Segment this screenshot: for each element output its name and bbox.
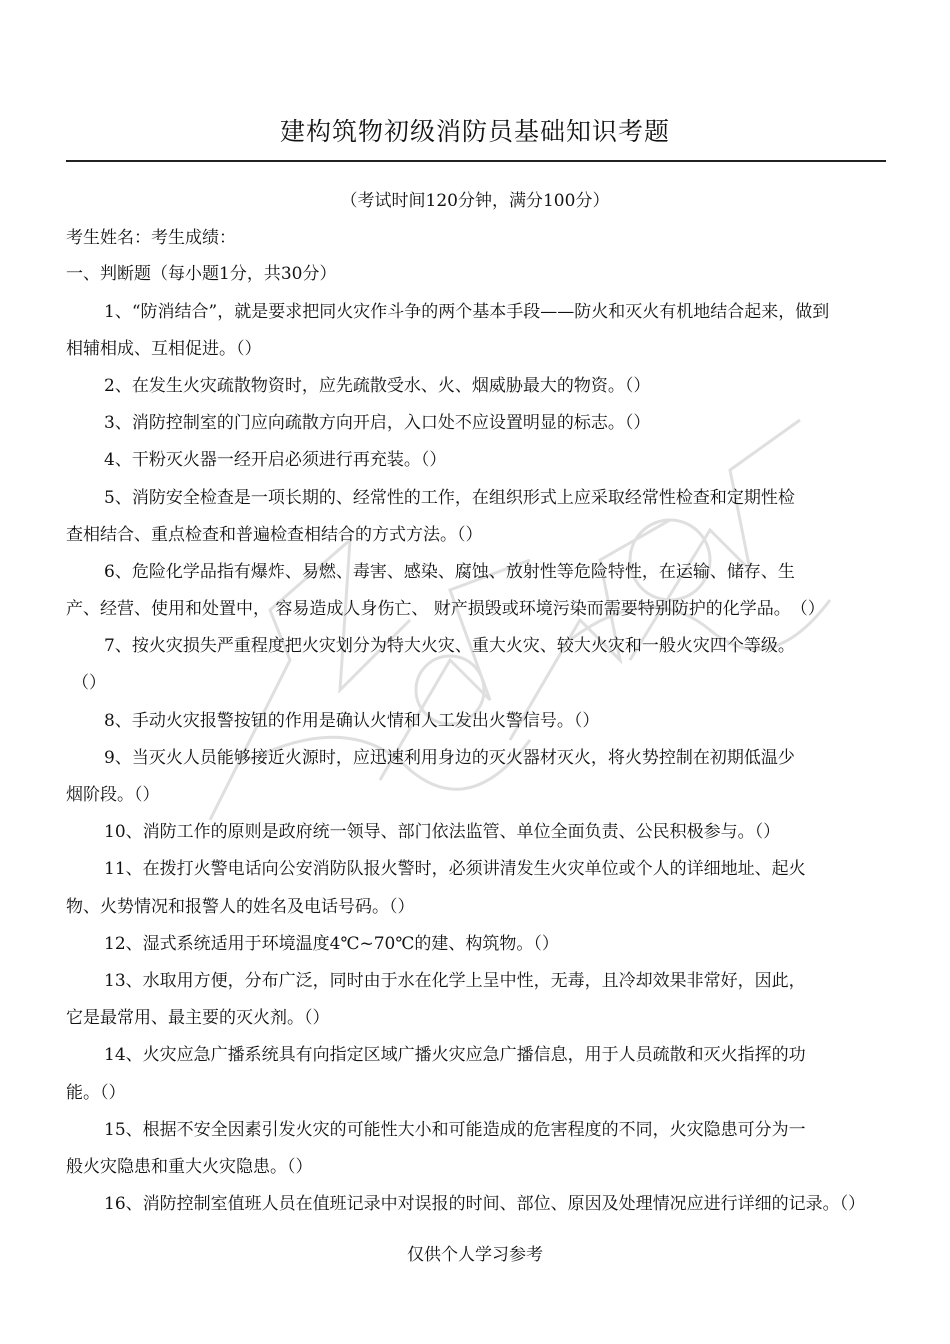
question-line: 10、消防工作的原则是政府统一领导、部门依法监管、单位全面负责、公民积极参与。（） xyxy=(104,822,781,842)
exam-info: （考试时间120分钟，满分100分） xyxy=(340,191,610,211)
question-line: （） xyxy=(72,673,106,693)
question-line: 2、在发生火灾疏散物资时，应先疏散受水、火、烟威胁最大的物资。（） xyxy=(104,376,651,396)
question-line: 8、手动火灾报警按钮的作用是确认火情和人工发出火警信号。（） xyxy=(104,711,600,731)
question-line: 它是最常用、最主要的灭火剂。（） xyxy=(66,1008,330,1028)
question-line: 11、在拨打火警电话向公安消防队报火警时，必须讲清发生火灾单位或个人的详细地址、起火 xyxy=(104,859,806,879)
question-line: 12、湿式系统适用于环境温度4℃~70℃的建、构筑物。（） xyxy=(104,934,559,954)
question-line: 15、根据不安全因素引发火灾的可能性大小和可能造成的危害程度的不同，火灾隐患可分为一 xyxy=(104,1120,806,1140)
question-line: 产、经营、使用和处置中， 容易造成人身伤亡、 财产损毁或环境污染而需要特别防护的化学品。 （） xyxy=(66,599,825,619)
question-line: 14、火灾应急广播系统具有向指定区域广播火灾应急广播信息，用于人员疏散和灭火指挥的功 xyxy=(104,1045,806,1065)
section-heading: 一、判断题（每小题1分，共30分） xyxy=(66,264,337,284)
title-divider xyxy=(66,160,886,162)
question-line: 1、“防消结合”，就是要求把同火灾作斗争的两个基本手段——防火和灭火有机地结合起来，做到 xyxy=(104,302,830,322)
question-line: 4、干粉灭火器一经开启必须进行再充装。（） xyxy=(104,450,447,470)
question-line: 16、消防控制室值班人员在值班记录中对误报的时间、部位、原因及处理情况应进行详细的记录。（） xyxy=(104,1194,866,1214)
question-line: 9、当灭火人员能够接近火源时，应迅速利用身边的灭火器材灭火，将火势控制在初期低温少 xyxy=(104,748,795,768)
question-line: 能。（） xyxy=(66,1083,126,1103)
question-line: 6、危险化学品指有爆炸、易燃、毒害、感染、腐蚀、放射性等危险特性，在运输、储存、生 xyxy=(104,562,795,582)
question-line: 5、消防安全检查是一项长期的、经常性的工作，在组织形式上应采取经常性检查和定期性检 xyxy=(104,488,795,508)
page-footer: 仅供个人学习参考 xyxy=(407,1245,543,1265)
document-title: 建构筑物初级消防员基础知识考题 xyxy=(279,117,670,146)
question-line: 7、按火灾损失严重程度把火灾划分为特大火灾、重大火灾、较大火灾和一般火灾四个等级。 xyxy=(104,636,795,656)
question-line: 相辅相成、互相促进。（） xyxy=(66,339,262,359)
question-line: 般火灾隐患和重大火灾隐患。（） xyxy=(66,1157,313,1177)
candidate-line: 考生姓名：考生成绩： xyxy=(66,228,236,248)
question-line: 13、水取用方便，分布广泛，同时由于水在化学上呈中性，无毒，且冷却效果非常好，因此， xyxy=(104,971,806,991)
question-line: 烟阶段。（） xyxy=(66,785,160,805)
question-line: 查相结合、重点检查和普遍检查相结合的方式方法。（） xyxy=(66,525,483,545)
question-line: 物、火势情况和报警人的姓名及电话号码。（） xyxy=(66,897,415,917)
question-line: 3、消防控制室的门应向疏散方向开启，入口处不应设置明显的标志。（） xyxy=(104,413,651,433)
